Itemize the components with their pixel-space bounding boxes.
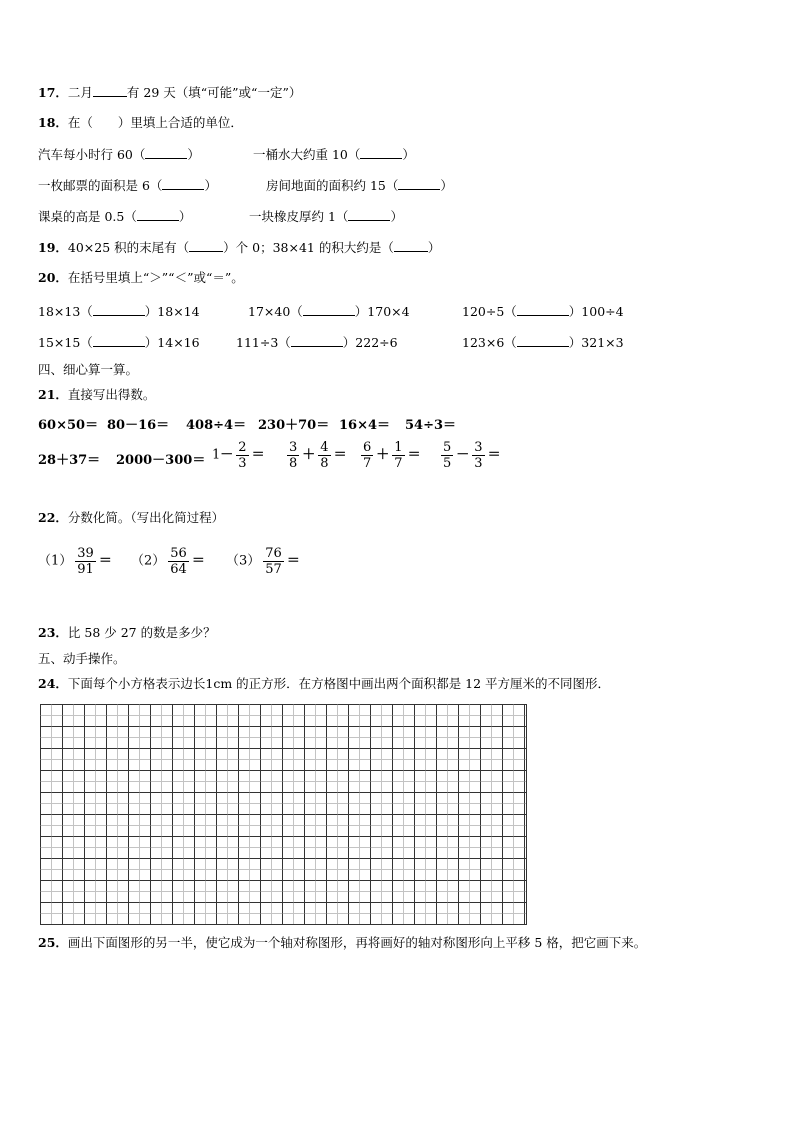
item-label: （3） xyxy=(226,553,261,569)
calc-item: 60×50＝ xyxy=(38,418,99,433)
question-20-title xyxy=(38,270,244,286)
q20-right: ）222÷6 xyxy=(342,335,398,350)
denominator: 7 xyxy=(363,456,372,471)
numerator: 4 xyxy=(320,440,329,455)
question-18-title xyxy=(38,115,243,131)
calc-item: 28＋37＝ xyxy=(38,453,101,468)
q19-text-a: 40×25 积的末尾有（ xyxy=(67,240,190,255)
q18-item-text: 房间地面的面积约 15（ xyxy=(266,178,399,193)
q20-item xyxy=(462,334,624,351)
section-4-heading: 四、细心算一算。 xyxy=(38,362,139,377)
q18-item-text: 汽车每小时行 60（ xyxy=(38,147,146,162)
fraction xyxy=(361,440,373,471)
denominator: 3 xyxy=(238,456,247,471)
q18-item xyxy=(249,208,403,225)
numerator: 3 xyxy=(289,440,298,455)
fraction-expr xyxy=(284,440,347,471)
denominator: 3 xyxy=(474,456,483,471)
equals: ＝ xyxy=(98,553,112,569)
q18-item-close: ） xyxy=(390,209,403,224)
calc-item: 54÷3＝ xyxy=(405,418,457,433)
calc-item: 230＋70＝ xyxy=(258,418,330,433)
drawing-grid[interactable] xyxy=(40,704,527,925)
question-22-title xyxy=(38,510,224,526)
q18-item xyxy=(38,177,217,194)
question-number: 19． xyxy=(38,240,68,255)
equals: ＝ xyxy=(333,447,347,463)
numerator: 39 xyxy=(77,546,94,561)
fraction xyxy=(318,440,330,471)
q23-text: 比 58 少 27 的数是多少？ xyxy=(67,625,216,640)
equals: ＝ xyxy=(286,553,300,569)
fraction-expr xyxy=(358,440,421,471)
q20-left: 17×40（ xyxy=(248,304,303,319)
q20-item xyxy=(236,334,398,351)
question-number: 18． xyxy=(38,115,68,130)
q18-item-close: ） xyxy=(440,178,453,193)
q20-right: ）321×3 xyxy=(568,335,624,350)
question-number: 22． xyxy=(38,510,68,525)
numerator: 6 xyxy=(363,440,372,455)
q19-text-c: ） xyxy=(427,240,441,255)
q18-item-text: 一块橡皮厚约 1（ xyxy=(249,209,349,224)
calc-item: 408÷4＝ xyxy=(186,418,247,433)
q20-left: 123×6（ xyxy=(462,335,517,350)
question-23 xyxy=(38,625,216,641)
denominator: 8 xyxy=(289,456,298,471)
calc-item: 16×4＝ xyxy=(339,418,391,433)
answer-blank[interactable] xyxy=(145,146,187,159)
simplify-item xyxy=(38,546,112,577)
q18-item-text: 一桶水大约重 10（ xyxy=(253,147,361,162)
numerator: 56 xyxy=(170,546,187,561)
q18-item xyxy=(266,177,453,194)
operator: － xyxy=(456,447,470,463)
equals: ＝ xyxy=(251,447,265,463)
denominator: 8 xyxy=(320,456,329,471)
answer-blank[interactable] xyxy=(137,208,179,221)
numerator: 1 xyxy=(394,440,403,455)
question-24 xyxy=(38,676,610,692)
fraction-expr xyxy=(438,440,501,471)
question-number: 17． xyxy=(38,85,68,100)
q20-right: ）18×14 xyxy=(144,304,200,319)
q25-text: 画出下面图形的另一半，使它成为一个轴对称图形，再将画好的轴对称图形向上平移 5 格，把它画下来。 xyxy=(67,935,647,950)
q20-right: ）170×4 xyxy=(354,304,410,319)
question-number: 25． xyxy=(38,935,68,950)
item-label: （1） xyxy=(38,553,73,569)
question-number: 21． xyxy=(38,387,68,402)
answer-blank[interactable] xyxy=(398,177,440,190)
fraction-expr xyxy=(212,440,265,471)
q20-left: 111÷3（ xyxy=(236,335,291,350)
q22-title: 分数化简。（写出化简过程） xyxy=(67,510,225,525)
q20-item xyxy=(38,303,200,320)
q18-item-close: ） xyxy=(402,147,415,162)
q18-item-close: ） xyxy=(204,178,217,193)
operator: － xyxy=(220,447,234,463)
answer-blank[interactable] xyxy=(394,239,428,252)
section-5-heading: 五、动手操作。 xyxy=(38,651,126,666)
answer-blank[interactable] xyxy=(93,303,145,316)
q18-title: 在（ ）里填上合适的单位． xyxy=(67,115,243,130)
question-number: 24． xyxy=(38,676,68,691)
simplify-item xyxy=(131,546,205,577)
answer-blank[interactable] xyxy=(162,177,204,190)
grid-dashed-lines xyxy=(40,704,526,924)
fraction xyxy=(75,546,96,577)
item-label: （2） xyxy=(131,553,166,569)
q21-title: 直接写出得数。 xyxy=(67,387,156,402)
answer-blank[interactable] xyxy=(291,334,343,347)
q20-right: ）14×16 xyxy=(144,335,200,350)
question-21-title xyxy=(38,387,155,403)
q18-item-close: ） xyxy=(187,147,200,162)
question-number: 20． xyxy=(38,270,68,285)
integer: 1 xyxy=(212,447,221,463)
question-17 xyxy=(38,84,301,101)
equals: ＝ xyxy=(191,553,205,569)
simplify-item xyxy=(226,546,300,577)
q18-item-close: ） xyxy=(178,209,192,224)
q18-item xyxy=(38,208,191,225)
answer-blank[interactable] xyxy=(93,84,127,97)
question-19 xyxy=(38,239,440,256)
answer-blank[interactable] xyxy=(517,303,569,316)
answer-blank[interactable] xyxy=(360,146,402,159)
q17-text-b: 有 29 天（填“可能”或“一定”） xyxy=(126,85,302,100)
q20-item xyxy=(462,303,624,320)
question-25 xyxy=(38,935,646,951)
q20-left: 18×13（ xyxy=(38,304,93,319)
q20-left: 15×15（ xyxy=(38,335,93,350)
q17-text-a: 二月 xyxy=(67,85,93,100)
q18-item xyxy=(38,146,200,163)
denominator: 64 xyxy=(170,562,187,577)
q18-item xyxy=(253,146,415,163)
fraction xyxy=(441,440,453,471)
numerator: 5 xyxy=(443,440,452,455)
denominator: 7 xyxy=(394,456,403,471)
numerator: 2 xyxy=(238,440,247,455)
equals: ＝ xyxy=(407,447,421,463)
denominator: 57 xyxy=(265,562,282,577)
q20-item xyxy=(248,303,410,320)
q18-item-text: 一枚邮票的面积是 6（ xyxy=(38,178,163,193)
answer-blank[interactable] xyxy=(303,303,355,316)
calc-item: 80－16＝ xyxy=(107,418,170,433)
operator: ＋ xyxy=(376,447,390,463)
calc-item: 2000－300＝ xyxy=(116,453,206,468)
q20-item xyxy=(38,334,200,351)
answer-blank[interactable] xyxy=(517,334,569,347)
fraction xyxy=(236,440,248,471)
numerator: 76 xyxy=(265,546,282,561)
equals: ＝ xyxy=(487,447,501,463)
question-number: 23． xyxy=(38,625,68,640)
fraction xyxy=(472,440,484,471)
answer-blank[interactable] xyxy=(348,208,390,221)
answer-blank[interactable] xyxy=(93,334,145,347)
q20-left: 120÷5（ xyxy=(462,304,517,319)
q20-title: 在括号里填上“＞”“＜”或“＝”。 xyxy=(67,270,244,285)
denominator: 5 xyxy=(443,456,452,471)
fraction xyxy=(263,546,284,577)
q19-text-b: ）个 0；38×41 的积大约是（ xyxy=(223,240,394,255)
fraction xyxy=(287,440,299,471)
q18-item-text: 课桌的高是 0.5（ xyxy=(38,209,137,224)
operator: ＋ xyxy=(302,447,316,463)
answer-blank[interactable] xyxy=(189,239,223,252)
denominator: 91 xyxy=(77,562,94,577)
fraction xyxy=(392,440,404,471)
fraction xyxy=(168,546,189,577)
q24-text: 下面每个小方格表示边长1cm 的正方形．在方格图中画出两个面积都是 12 平方厘米的不同图形． xyxy=(67,676,611,691)
q20-right: ）100÷4 xyxy=(568,304,624,319)
numerator: 3 xyxy=(474,440,483,455)
